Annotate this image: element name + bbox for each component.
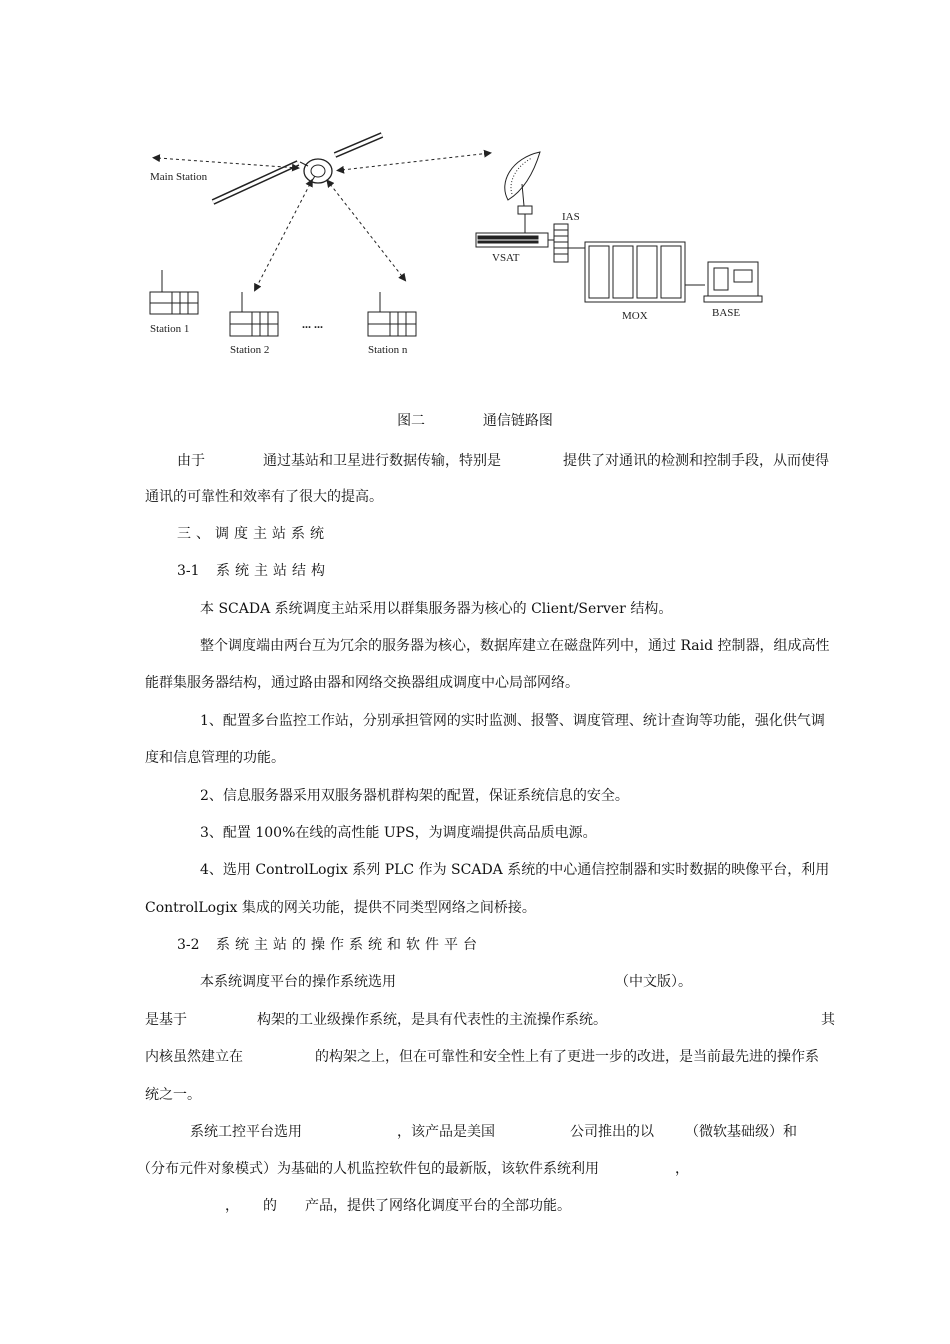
station-n-icon: [368, 292, 416, 336]
text-fragment: 公司推出的以: [570, 1124, 654, 1140]
list-item-4-line-1: 4、选用 ControlLogix 系列 PLC 作为 SCADA 系统的中心通信控制器和实时数据的映像平台，利用: [200, 862, 830, 878]
text-fragment: （微软基础级）和: [685, 1124, 797, 1140]
mox-label: MOX: [622, 310, 648, 322]
link-station-n: [330, 184, 405, 280]
subsection-title: 系统主站的操作系统和软件平台: [216, 937, 482, 953]
link-station-2: [255, 184, 310, 290]
text-fragment: 产品，提供了网络化调度平台的全部功能。: [305, 1198, 571, 1214]
satellite-dish-icon: [505, 152, 540, 233]
subsection-heading-3-1: [177, 561, 867, 581]
paragraph-2: 本 SCADA 系统调度主站采用以群集服务器为核心的 Client/Server 结构。: [200, 601, 673, 617]
text-fragment: ，: [225, 1198, 239, 1214]
list-item-2: 2、信息服务器采用双服务器机群构架的配置，保证系统信息的安全。: [200, 788, 629, 804]
communication-link-diagram: [130, 120, 830, 370]
text-fragment: 构架的工业级操作系统，是具有代表性的主流操作系统。: [257, 1012, 607, 1028]
paragraph-1-line-2: 通讯的可靠性和效率有了很大的提高。: [145, 489, 383, 505]
station-ellipsis: ... ...: [302, 317, 323, 331]
text-fragment: 的构架之上，但在可靠性和安全性上有了更进一步的改进，是当前最先进的操作系: [315, 1049, 819, 1065]
text-fragment: 本系统调度平台的操作系统选用: [200, 974, 396, 990]
vsat-unit-icon: [476, 233, 548, 247]
text-fragment: 内核虽然建立在: [145, 1049, 243, 1065]
paragraph-3-line-1: 整个调度端由两台互为冗余的服务器为核心，数据库建立在磁盘阵列中，通过 Raid 控制器，组成高性: [200, 638, 830, 654]
station-n-label: Station n: [368, 344, 408, 356]
station-2-label: Station 2: [230, 344, 270, 356]
figure-caption: [0, 410, 950, 430]
text-fragment: 提供了对通讯的检测和控制手段，从而使得: [563, 453, 829, 469]
text-fragment: 其: [821, 1012, 835, 1028]
caption-number: 图二: [397, 413, 426, 429]
station-1-icon: [150, 270, 198, 314]
text-fragment: 由于: [177, 453, 205, 469]
text-fragment: ，该产品是美国: [397, 1124, 495, 1140]
list-item-3: 3、配置 100%在线的高性能 UPS，为调度端提供高品质电源。: [200, 825, 597, 841]
mox-rack-icon: [585, 242, 705, 302]
text-fragment: （中文版）。: [615, 974, 692, 990]
station-1-label: Station 1: [150, 323, 190, 335]
list-item-1-line-1: 1、配置多台监控工作站，分别承担管网的实时监测、报警、调度管理、统计查询等功能，强化供气调: [200, 713, 825, 729]
text-fragment: ，: [675, 1161, 689, 1177]
subsection-title: 系统主站结构: [216, 563, 330, 579]
ias-label: IAS: [562, 211, 580, 223]
subsection-heading-3-2: [177, 935, 867, 955]
text-fragment: 系统工控平台选用: [190, 1124, 302, 1140]
vsat-label: VSAT: [492, 252, 520, 264]
text-fragment: 的: [263, 1198, 277, 1214]
subsection-number: 3-1: [177, 563, 200, 579]
link-main-station: [158, 158, 298, 168]
base-label: BASE: [712, 307, 741, 319]
paragraph-5-line-3: 统之一。: [145, 1087, 201, 1103]
caption-title: 通信链路图: [482, 413, 553, 429]
text-fragment: （分布元件对象模式）为基础的人机监控软件包的最新版，该软件系统利用: [137, 1161, 599, 1177]
ias-unit-icon: [548, 224, 585, 262]
list-item-1-line-2: 度和信息管理的功能。: [145, 750, 285, 766]
link-vsat: [342, 153, 490, 170]
list-item-4-line-2: ControlLogix 集成的网关功能，提供不同类型网络之间桥接。: [145, 900, 536, 916]
subsection-number: 3-2: [177, 937, 200, 953]
station-2-icon: [230, 292, 278, 336]
base-console-icon: [704, 262, 762, 302]
paragraph-3-line-2: 能群集服务器结构，通过路由器和网络交换器组成调度中心局部网络。: [145, 675, 579, 691]
text-fragment: 是基于: [145, 1012, 187, 1028]
main-station-label: Main Station: [150, 171, 208, 183]
section-heading-3: 三、调度主站系统: [177, 526, 329, 542]
text-fragment: 通过基站和卫星进行数据传输，特别是: [263, 453, 501, 469]
